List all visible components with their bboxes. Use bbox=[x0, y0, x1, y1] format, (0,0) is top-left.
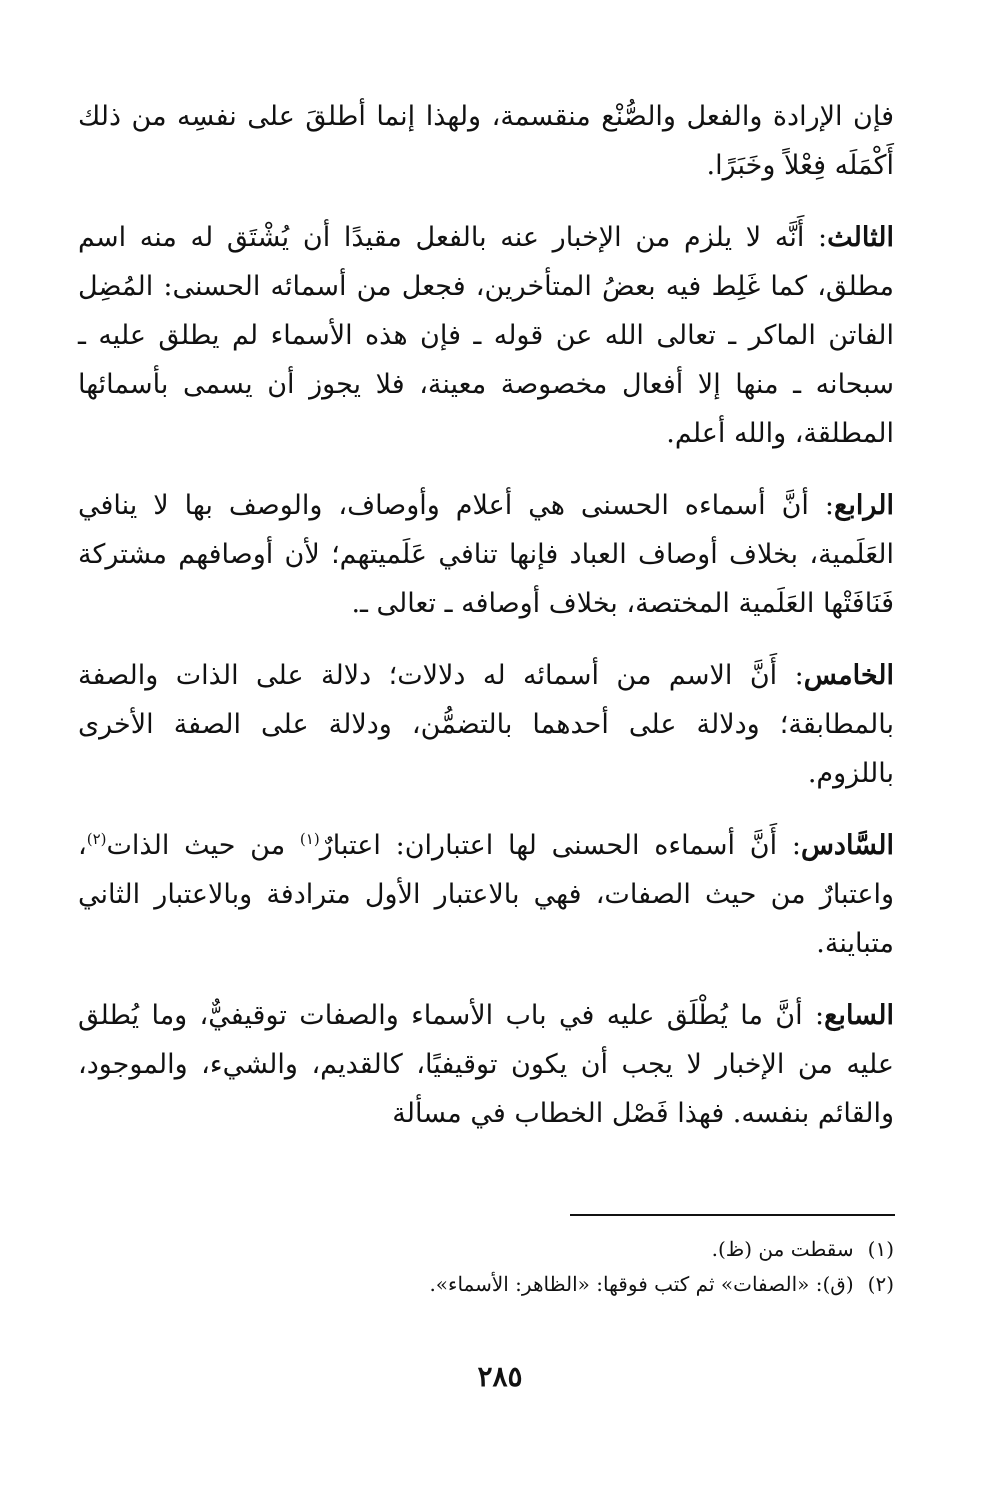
footnotes bbox=[78, 1232, 894, 1302]
paragraph-sixth bbox=[78, 821, 894, 968]
footnote-ref-1[interactable]: (١) bbox=[299, 830, 320, 848]
paragraph-fourth bbox=[78, 481, 894, 628]
paragraph-sixth-lead: السَّادس bbox=[800, 830, 894, 861]
paragraph-seventh-lead: السابع bbox=[824, 1000, 894, 1031]
paragraph-third-lead: الثالث bbox=[827, 222, 894, 253]
paragraph-fourth-lead: الرابع bbox=[833, 490, 894, 521]
paragraph-seventh-text: : أنَّ ما يُطْلَق عليه في باب الأسماء والصفات توقيفيٌّ، وما يُطلق عليه من الإخبار لا يجب أن يكون توقيفيًا، كالقديم، والشيء، والموجود، والقائم بنفسه. فهذا فَصْل الخطاب في مسألة bbox=[78, 1000, 895, 1129]
footnote-1-text: سقطت من (ظ). bbox=[711, 1237, 854, 1261]
footnote-1-number: (١) bbox=[867, 1237, 894, 1261]
footnote-ref-2[interactable]: (٢) bbox=[86, 830, 107, 848]
page-body bbox=[78, 92, 894, 1161]
footnote-divider bbox=[570, 1214, 895, 1216]
paragraph-sixth-text-a: : أَنَّ أسماءه الحسنى لها اعتباران: اعتبارٌ bbox=[319, 830, 801, 861]
paragraph-sixth-text-c: ، واعتبارٌ من حيث الصفات، فهي بالاعتبار الأول مترادفة وبالاعتبار الثاني متباينة. bbox=[78, 830, 894, 959]
paragraph-sixth-text-b: من حيث الذات bbox=[106, 830, 300, 861]
footnote-2-text: (ق): «الصفات» ثم كتب فوقها: «الظاهر: الأسماء». bbox=[429, 1272, 854, 1296]
paragraph-fifth bbox=[78, 651, 894, 798]
footnote-2 bbox=[78, 1267, 894, 1302]
page-number: ٢٨٥ bbox=[477, 1360, 523, 1393]
paragraph-1-text: فإن الإرادة والفعل والصُّنْع منقسمة، ولهذا إنما أطلقَ على نفسِه من ذلك أَكْمَلَه فِعْلاً وخَبَرًا. bbox=[78, 101, 894, 181]
paragraph-fifth-lead: الخامس bbox=[803, 660, 894, 691]
footnote-1 bbox=[78, 1232, 894, 1267]
paragraph-third-text: : أَنَّه لا يلزم من الإخبار عنه بالفعل مقيدًا أن يُشْتَق له منه اسم مطلق، كما غَلِط فيه بعضُ المتأخرين، فجعل من أسمائه الحسنى: المُضِل الفاتن الماكر ـ تعالى الله عن قوله ـ فإن هذه الأسماء لم يطلق عليه ـ سبحانه ـ منها إلا أفعال مخصوصة معينة، فلا يجوز أن يسمى بأسمائها المطلقة، والله أعلم. bbox=[78, 222, 894, 449]
footnote-2-number: (٢) bbox=[867, 1272, 894, 1296]
paragraph-1 bbox=[78, 92, 894, 190]
paragraph-third bbox=[78, 213, 894, 458]
paragraph-fifth-text: : أَنَّ الاسم من أسمائه له دلالات؛ دلالة على الذات والصفة بالمطابقة؛ ودلالة على أحدهما بالتضمُّن، ودلالة على الصفة الأخرى باللزوم. bbox=[78, 660, 894, 789]
paragraph-seventh bbox=[78, 991, 894, 1138]
paragraph-fourth-text: : أنَّ أسماءه الحسنى هي أعلام وأوصاف، والوصف بها لا ينافي العَلَمية، بخلاف أوصاف العباد فإنها تنافي عَلَميتهم؛ لأن أوصافهم مشتركة فَنَافَتْها العَلَمية المختصة، بخلاف أوصافه ـ تعالى ـ. bbox=[78, 490, 894, 619]
